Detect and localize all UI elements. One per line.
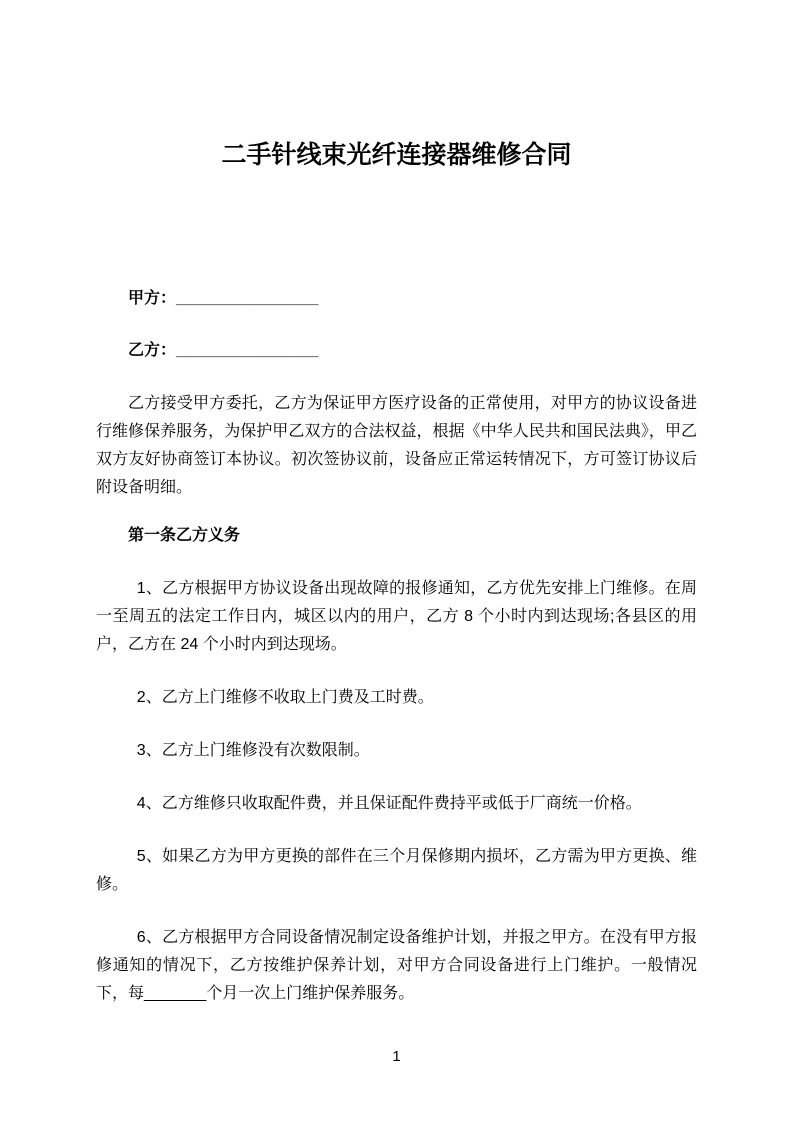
contract-item-1: 1、乙方根据甲方协议设备出现故障的报修通知，乙方优先安排上门维修。在周一至周五的法定工作日内，城区以内的用户，乙方 8 个小时内到达现场;各县区的用户，乙方在 24 个小时内到达现场。	[96, 580, 697, 653]
section-1-heading: 第一条乙方义务	[128, 527, 241, 544]
party-b-label: 乙方：	[128, 342, 177, 359]
party-a-blank: ________________	[176, 290, 319, 307]
page-number: 1	[392, 1048, 401, 1065]
contract-title: 二手针线束光纤连接器维修合同	[221, 141, 572, 169]
contract-item-5: 5、如果乙方为甲方更换的部件在三个月保修期内损坏，乙方需为甲方更换、维修。	[96, 848, 697, 893]
document-content	[96, 140, 697, 1008]
party-a-label: 甲方：	[128, 290, 177, 307]
party-b-blank: ________________	[176, 342, 319, 359]
contract-item-2: 2、乙方上门维修不收取上门费及工时费。	[136, 689, 434, 706]
contract-item-3: 3、乙方上门维修没有次数限制。	[136, 742, 370, 759]
contract-item-6: 6、乙方根据甲方合同设备情况制定设备维护计划，并报之甲方。在没有甲方报修通知的情况下，乙方按维护保养计划，对甲方合同设备进行上门维护。一般情况下，每_______个月一次上门维护保养服务。	[96, 929, 697, 1002]
party-b-line	[96, 337, 697, 365]
party-a-line	[96, 285, 697, 313]
preamble-paragraph: 乙方接受甲方委托，乙方为保证甲方医疗设备的正常使用，对甲方的协议设备进行维修保养服务，为保护甲乙双方的合法权益，根据《中华人民共和国民法典》，甲乙双方友好协商签订本协议。初次签协议前，设备应正常运转情况下，方可签订协议后附设备明细。	[96, 395, 697, 496]
contract-item-4: 4、乙方维修只收取配件费，并且保证配件费持平或低于厂商统一价格。	[136, 795, 642, 812]
